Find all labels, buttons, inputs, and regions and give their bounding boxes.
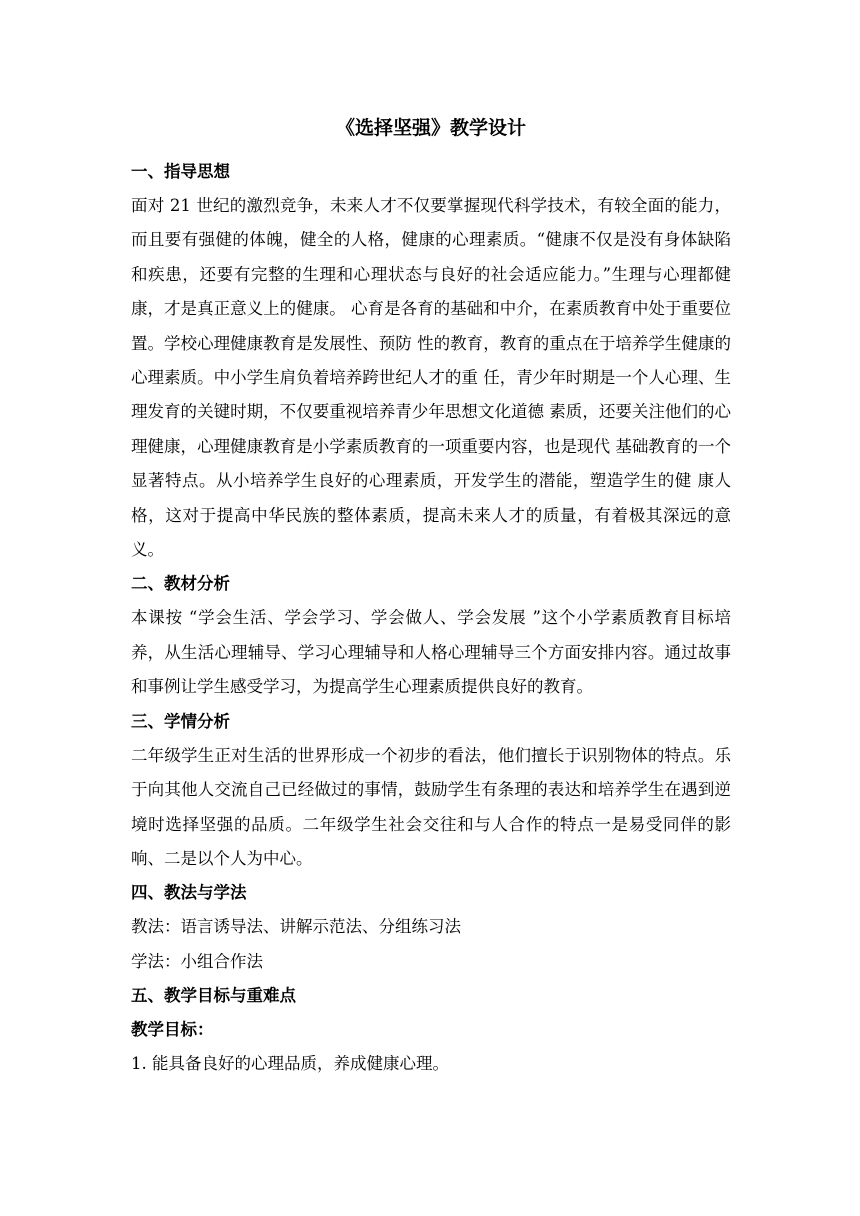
- learning-method-line: 学法：小组合作法: [131, 951, 263, 971]
- section-heading-methods: 四、教法与学法: [131, 883, 247, 903]
- section-body-guiding-ideology: 面对 21 世纪的激烈竞争，未来人才不仅要掌握现代科学技术，有较全面的能力，而且要有强健的体魄，健全的人格，健康的心理素质。“健康不仅是没有身体缺陷和疾患，还要有完整的生理和心理状态与良好的社会适应能力。”生理与心理都健康，才是真正意义上的健康。 心育是各育的基础和中介，在素质教育中处于重要位置。学校心理健康教育是发展性、预防 性的教育，教育的重点在于培养学生健康的心理素质。中小学生肩负着培养跨世纪人才的重 任，青少年时期是一个人心理、生理发育的关键时期，不仅要重视培养青少年思想文化道德 素质，还要关注他们的心理健康，心理健康教育是小学素质教育的一项重要内容，也是现代 基础教育的一个显著特点。从小培养学生良好的心理素质，开发学生的潜能，塑造学生的健 康人格，这对于提高中华民族的整体素质，提高未来人才的质量，有着极其深远的意义。: [131, 196, 731, 560]
- section-heading-guiding-ideology: 一、指导思想: [131, 162, 230, 181]
- section-heading-student-analysis: 三、学情分析: [131, 711, 230, 731]
- document-title: 《选择坚强》教学设计: [335, 117, 526, 139]
- section-heading-objectives: 五、教学目标与重难点: [131, 986, 296, 1006]
- document-page: [131, 114, 731, 1082]
- section-body-student-analysis: 二年级学生正对生活的世界形成一个初步的看法，他们擅长于识别物体的特点。乐于向其他人交流自己已经做过的事情，鼓励学生有条理的表达和培养学生在遇到逆境时选择坚强的品质。二年级学生社会交往和与人合作的特点一是易受同伴的影响、二是以个人为中心。: [131, 745, 731, 868]
- section-body-textbook-analysis: 本课按 “学会生活、学会学习、学会做人、学会发展 ”这个小学素质教育目标培养，从生活心理辅导、学习心理辅导和人格心理辅导三个方面安排内容。通过故事和事例让学生感受学习，为提高学生心理素质提供良好的教育。: [131, 608, 731, 697]
- teaching-method-line: 教法：语言诱导法、讲解示范法、分组练习法: [131, 917, 461, 937]
- objective-item-1: 1. 能具备良好的心理品质，养成健康心理。: [131, 1054, 449, 1074]
- subheading-teaching-objectives: 教学目标：: [131, 1020, 214, 1040]
- section-heading-textbook-analysis: 二、教材分析: [131, 574, 230, 594]
